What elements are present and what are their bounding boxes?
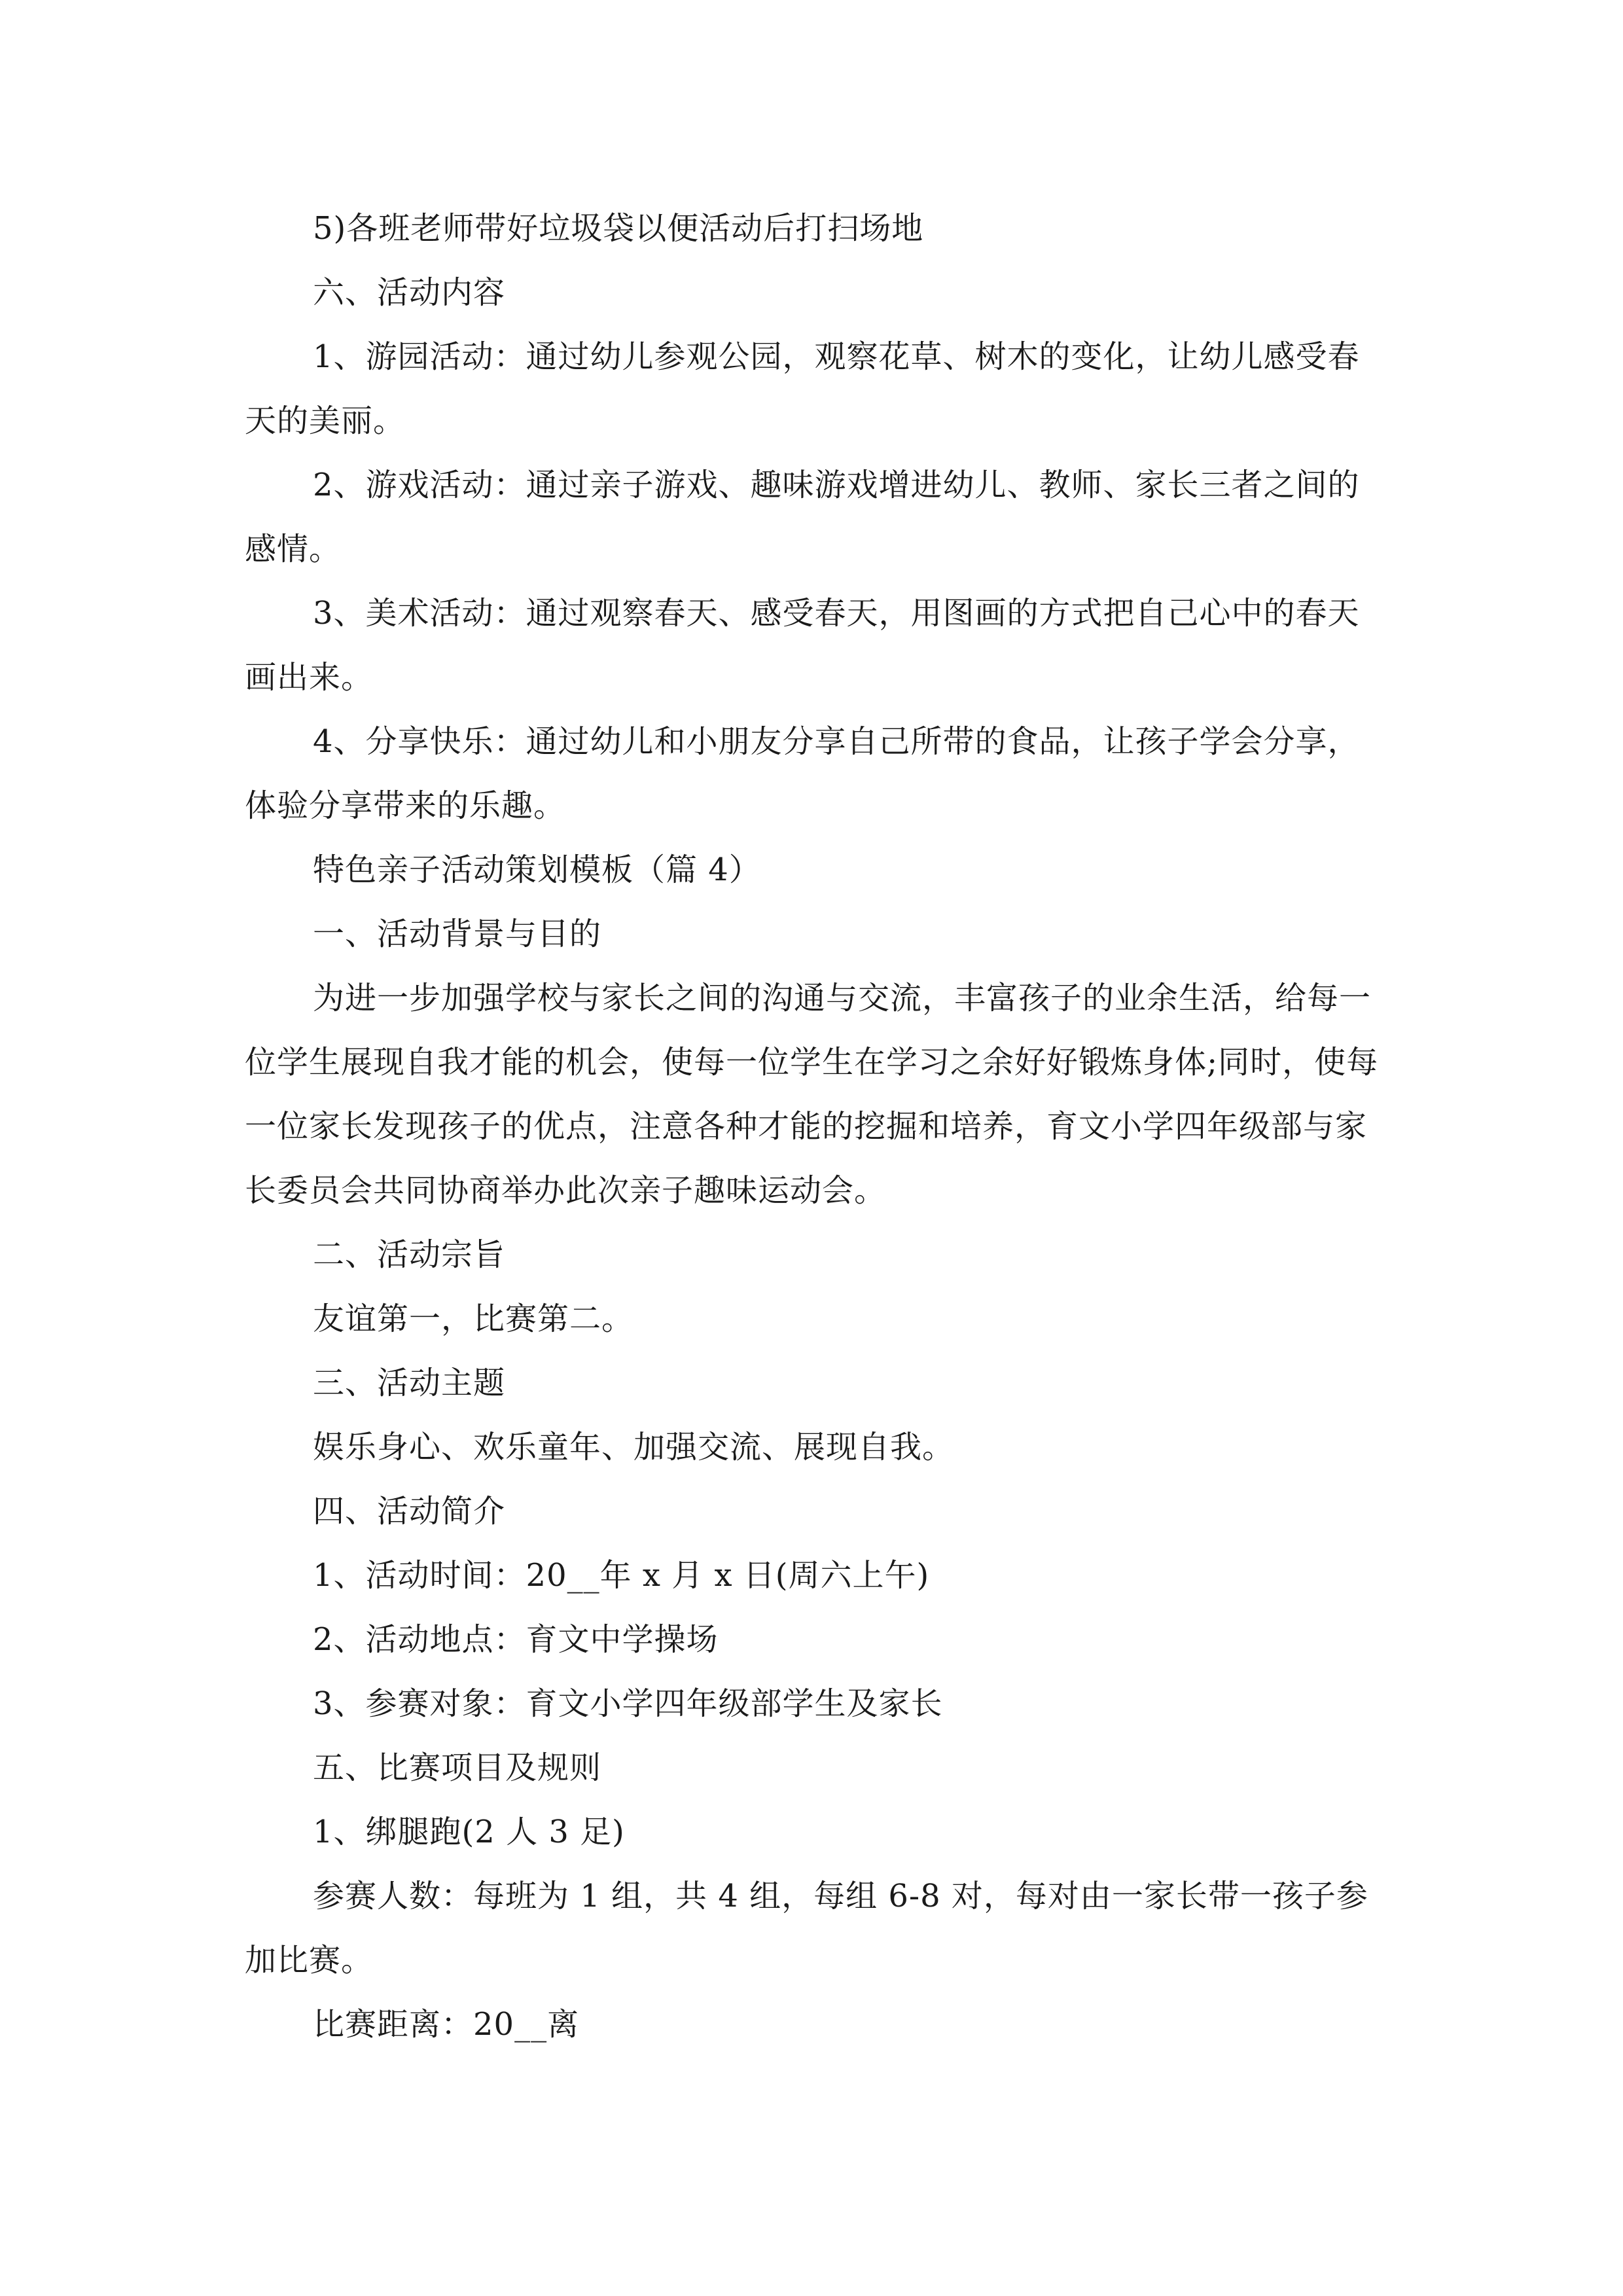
paragraph-activity-time: 1、活动时间：20__年 x 月 x 日(周六上午) xyxy=(313,1557,930,1594)
heading-events-rules: 五、比赛项目及规则 xyxy=(313,1749,602,1786)
paragraph-game-activity: 2、游戏活动：通过亲子游戏、趣味游戏增进幼儿、教师、家长三者之间的感情。 xyxy=(245,467,1360,567)
paragraph-share-joy: 4、分享快乐：通过幼儿和小朋友分享自己所带的食品，让孩子学会分享，体验分享带来的乐趣。 xyxy=(245,723,1360,824)
paragraph-race-distance: 比赛距离：20__离 xyxy=(313,2006,580,2043)
heading-activity-aim: 二、活动宗旨 xyxy=(313,1236,506,1273)
heading-activity-content: 六、活动内容 xyxy=(313,274,506,311)
paragraph-activity-location: 2、活动地点：育文中学操场 xyxy=(313,1621,719,1658)
document-body xyxy=(245,196,1383,2056)
heading-background-purpose: 一、活动背景与目的 xyxy=(313,916,602,952)
paragraph-friendship-first: 友谊第一，比赛第二。 xyxy=(313,1300,634,1337)
section-title-template-4: 特色亲子活动策划模板（篇 4） xyxy=(313,852,761,888)
paragraph-participants: 3、参赛对象：育文小学四年级部学生及家长 xyxy=(313,1685,943,1722)
paragraph-theme: 娱乐身心、欢乐童年、加强交流、展现自我。 xyxy=(313,1429,955,1465)
heading-activity-theme: 三、活动主题 xyxy=(313,1365,506,1401)
paragraph-park-visit: 1、游园活动：通过幼儿参观公园，观察花草、树木的变化，让幼儿感受春天的美丽。 xyxy=(245,338,1360,439)
paragraph-trash-bags: 5)各班老师带好垃圾袋以便活动后打扫场地 xyxy=(313,210,924,247)
paragraph-art-activity: 3、美术活动：通过观察春天、感受春天，用图画的方式把自己心中的春天画出来。 xyxy=(245,595,1360,696)
heading-activity-intro: 四、活动简介 xyxy=(313,1493,506,1530)
paragraph-three-legged-race: 1、绑腿跑(2 人 3 足) xyxy=(313,1814,625,1850)
paragraph-background: 为进一步加强学校与家长之间的沟通与交流，丰富孩子的业余生活，给每一位学生展现自我才能的机会，使每一位学生在学习之余好好锻炼身体;同时，使每一位家长发现孩子的优点，注意各种才能的挖掘和培养，育文小学四年级部与家长委员会共同协商举办此次亲子趣味运动会。 xyxy=(245,980,1379,1209)
paragraph-participant-count: 参赛人数：每班为 1 组，共 4 组，每组 6-8 对，每对由一家长带一孩子参加比赛。 xyxy=(245,1878,1368,1979)
